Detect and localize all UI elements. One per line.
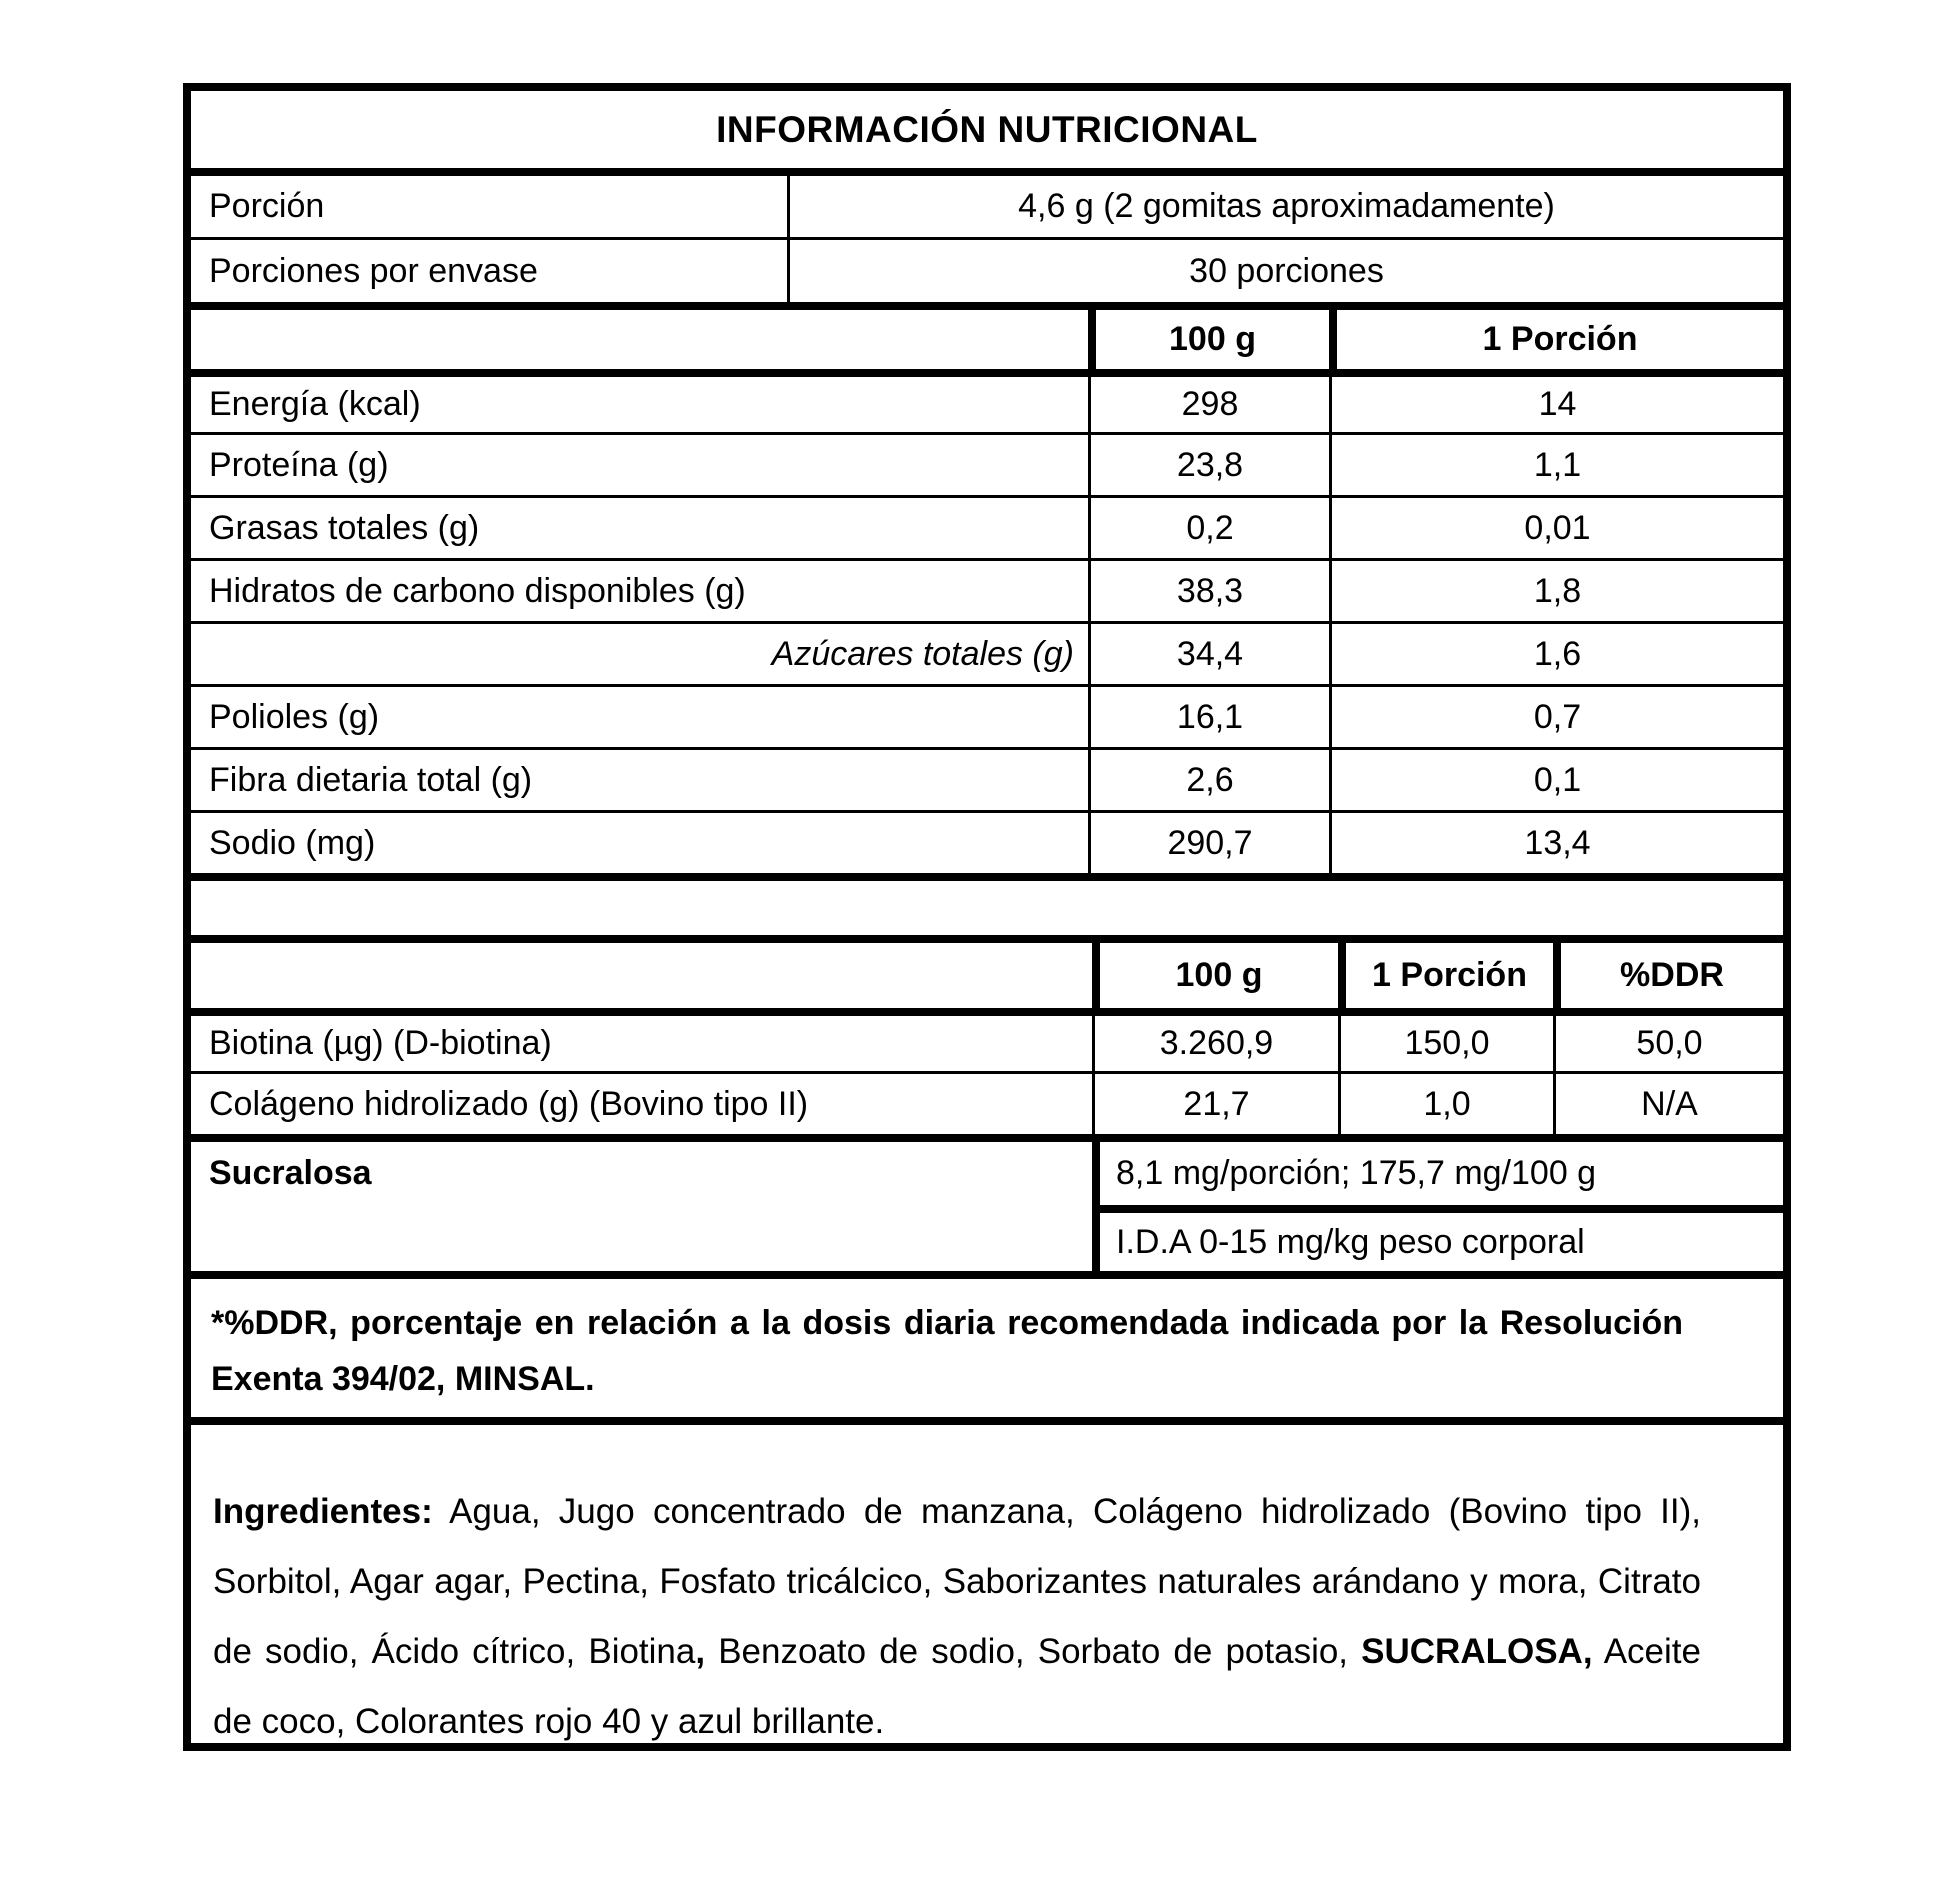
ingredients-sucralose: SUCRALOSA,: [1361, 1632, 1593, 1671]
main-header-empty: [191, 310, 1088, 369]
row-label: Azúcares totales (g): [771, 634, 1074, 673]
serving-value: 4,6 g (2 gomitas aproximadamente): [787, 176, 1783, 237]
servings-per-pack-label: Porciones por envase: [209, 251, 538, 290]
row-per-portion: 150,0: [1338, 1016, 1553, 1071]
row-label: Proteína (g): [209, 445, 389, 484]
row-label: Sodio (mg): [209, 823, 376, 862]
table-row-hidratos: [191, 558, 1783, 621]
table-row-sodio: [191, 810, 1783, 873]
row-label: Grasas totales (g): [209, 508, 480, 547]
row-label: Hidratos de carbono disponibles (g): [209, 571, 746, 610]
main-header-portion: 1 Porción: [1329, 310, 1783, 369]
row-per100: 23,8: [1088, 435, 1329, 495]
main-table-header: [191, 302, 1783, 369]
row-label: Biotina (µg) (D-biotina): [209, 1024, 552, 1062]
row-per-portion: 1,1: [1329, 435, 1783, 495]
table-row-colageno: [191, 1071, 1783, 1134]
supplement-header-empty: [191, 943, 1092, 1008]
row-per-portion: 14: [1329, 377, 1783, 432]
spacer-row: [191, 873, 1783, 935]
supplement-header-portion: 1 Porción: [1338, 943, 1553, 1008]
row-per100: 3.260,9: [1092, 1016, 1338, 1071]
row-per100: 21,7: [1092, 1074, 1338, 1134]
row-per-portion: 1,8: [1329, 561, 1783, 621]
row-label: Energía (kcal): [209, 385, 421, 423]
row-per100: 290,7: [1088, 813, 1329, 873]
serving-label: Porción: [209, 187, 325, 225]
table-row-polioles: [191, 684, 1783, 747]
supplement-header-ddr: %DDR: [1553, 943, 1783, 1008]
row-per100: 38,3: [1088, 561, 1329, 621]
row-per100: 298: [1088, 377, 1329, 432]
ingredients-text: [213, 1477, 1701, 1757]
title-row: [191, 91, 1783, 168]
row-ddr: 50,0: [1553, 1016, 1783, 1071]
row-per100: 34,4: [1088, 624, 1329, 684]
supplement-table-header: [191, 935, 1783, 1008]
ingredients-part2: Benzoato de sodio, Sorbato de potasio,: [705, 1632, 1362, 1671]
servings-per-pack-value: 30 porciones: [787, 240, 1783, 302]
nutrition-facts-table: [183, 83, 1791, 1751]
ingredients-part3: Aceite de coco, Colorantes rojo 40 y azul brillante.: [213, 1632, 1701, 1741]
table-row-grasas: [191, 495, 1783, 558]
row-per100: 0,2: [1088, 498, 1329, 558]
ddr-footnote-text: *%DDR, porcentaje en relación a la dosis diaria recomendada indicada por la Resolución Exenta 394/02, MINSAL.: [211, 1304, 1683, 1398]
supplement-header-100g: 100 g: [1092, 943, 1338, 1008]
row-per100: 16,1: [1088, 687, 1329, 747]
spacer-cell: [191, 881, 1783, 935]
table-row-proteina: [191, 432, 1783, 495]
sucralose-amount: 8,1 mg/porción; 175,7 mg/100 g: [1116, 1154, 1597, 1192]
servings-per-pack-row: [191, 237, 1783, 302]
sucralose-block: [191, 1134, 1783, 1271]
sucralose-ida: I.D.A 0-15 mg/kg peso corporal: [1100, 1205, 1783, 1271]
sucralose-label: Sucralosa: [209, 1154, 372, 1192]
ingredients-bold-comma: ,: [695, 1632, 706, 1671]
row-label: Fibra dietaria total (g): [209, 760, 533, 799]
page-title: INFORMACIÓN NUTRICIONAL: [716, 108, 1258, 150]
table-row-energia: [191, 369, 1783, 432]
row-ddr: N/A: [1553, 1074, 1783, 1134]
table-row-azucares: [191, 621, 1783, 684]
table-row-biotina: [191, 1008, 1783, 1071]
row-per-portion: 0,7: [1329, 687, 1783, 747]
ingredients-label: Ingredientes:: [213, 1492, 433, 1531]
sucralose-values: [1092, 1142, 1783, 1271]
table-row-fibra: [191, 747, 1783, 810]
ingredients-part1: Agua, Jugo concentrado de manzana, Colágeno hidrolizado (Bovino tipo II), Sorbitol, Agar agar, Pectina, Fosfato tricálcico, Saborizantes naturales arándano y mora, Citrato de sodio, Ácido cítrico, Biotina: [213, 1492, 1701, 1671]
row-per-portion: 0,1: [1329, 750, 1783, 810]
serving-row: [191, 168, 1783, 237]
row-per100: 2,6: [1088, 750, 1329, 810]
row-per-portion: 13,4: [1329, 813, 1783, 873]
ingredients-block: [191, 1417, 1783, 1743]
row-label: Polioles (g): [209, 697, 380, 736]
row-per-portion: 1,6: [1329, 624, 1783, 684]
row-label: Colágeno hidrolizado (g) (Bovino tipo II): [209, 1084, 809, 1123]
ddr-footnote: [191, 1271, 1783, 1417]
row-per-portion: 1,0: [1338, 1074, 1553, 1134]
main-header-100g: 100 g: [1088, 310, 1329, 369]
row-per-portion: 0,01: [1329, 498, 1783, 558]
